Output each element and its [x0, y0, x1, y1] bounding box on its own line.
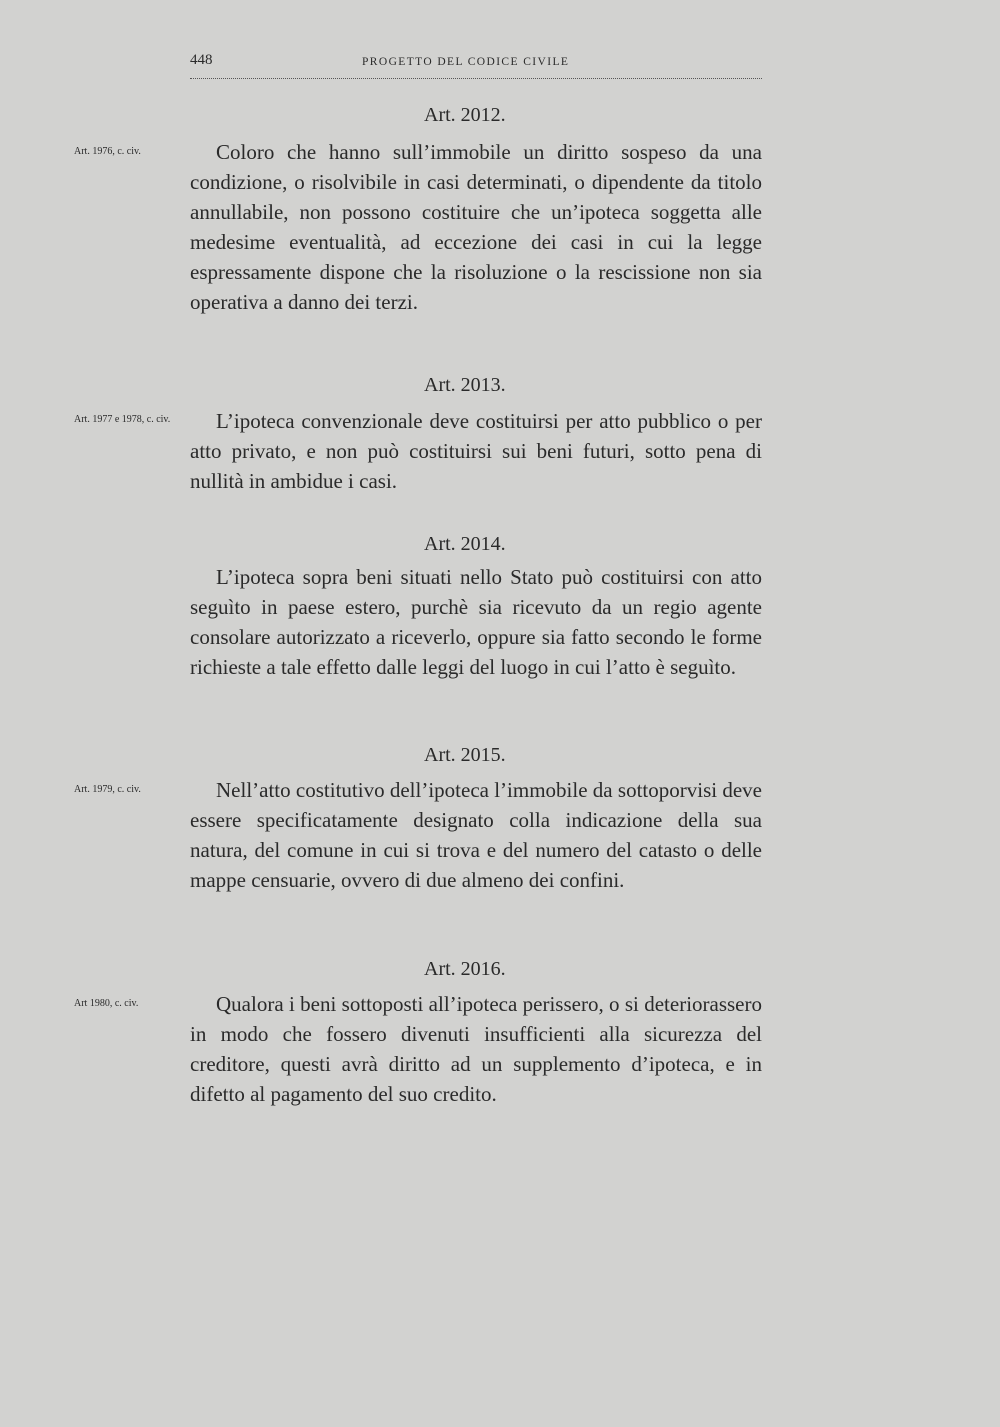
article-text: Coloro che hanno sull’immobile un diritto sospeso da una condizione, o risolvibile in casi determinati, o dipendente da titolo annullabile, non possono costituire che un’ipoteca soggetta alle medesime eventualità, ad eccezione dei casi in cui la legge espressamente dispone che la risoluzione o la rescissione non sia operativa a danno dei terzi.	[190, 140, 762, 314]
article-text: Qualora i beni sottoposti all’ipoteca perissero, o si deteriorassero in modo che fossero divenuti insufficienti alla sicurezza del creditore, questi avrà diritto ad un supplemento d’ipoteca, e in difetto al pagamento del suo credito.	[190, 992, 762, 1106]
article-title: Art. 2014.	[424, 533, 506, 555]
article-title: Art. 2016.	[424, 958, 506, 980]
margin-note: Art. 1977 e 1978, c. civ.	[74, 414, 171, 425]
article-title: Art. 2013.	[424, 374, 506, 396]
margin-note: Art 1980, c. civ.	[74, 998, 139, 1009]
article-text: L’ipoteca sopra beni situati nello Stato può costituirsi con atto seguìto in paese estero, purchè sia ricevuto da un regio agente consolare autorizzato a riceverlo, oppure sia fatto secondo le forme richieste a tale effetto dalle leggi del luogo in cui l’atto è seguìto.	[190, 565, 762, 679]
article-title: Art. 2012.	[424, 104, 506, 126]
page-number: 448	[190, 52, 213, 68]
article-text: L’ipoteca convenzionale deve costituirsi per atto pubblico o per atto privato, e non può costituirsi sui beni futuri, sotto pena di nullità in ambidue i casi.	[190, 409, 762, 493]
running-head: PROGETTO DEL CODICE CIVILE	[362, 56, 570, 68]
page-header	[190, 50, 762, 79]
margin-note: Art. 1979, c. civ.	[74, 784, 141, 795]
margin-note: Art. 1976, c. civ.	[74, 146, 141, 157]
article-title: Art. 2015.	[424, 744, 506, 766]
article-text: Nell’atto costitutivo dell’ipoteca l’immobile da sottoporvisi deve essere specificatamente designato colla indicazione della sua natura, del comune in cui si trova e del numero del catasto o delle mappe censuarie, ovvero di due almeno dei confini.	[190, 778, 762, 892]
